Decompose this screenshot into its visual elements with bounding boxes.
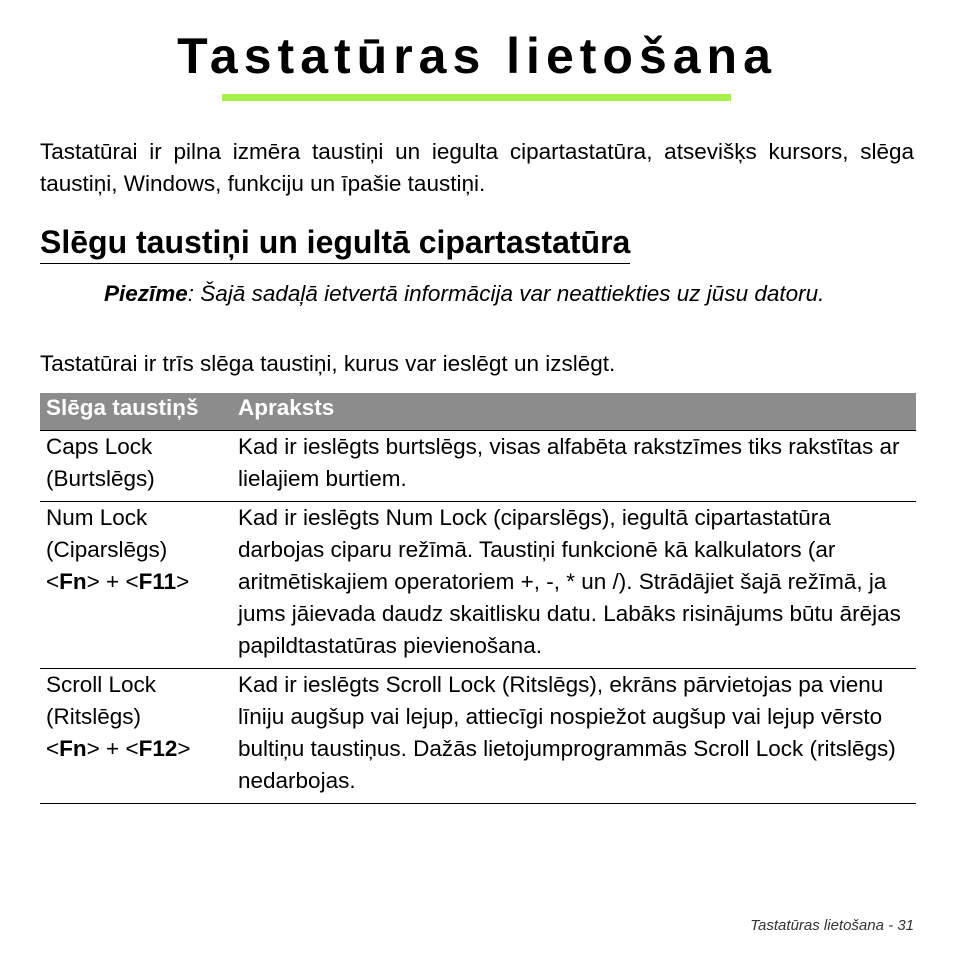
- key-combo: <Fn> + <F11>: [46, 569, 190, 594]
- key-name: Caps Lock: [46, 434, 153, 459]
- key-combo: <Fn> + <F12>: [46, 736, 191, 761]
- description-cell: Kad ir ieslēgts burtslēgs, visas alfabēta rakstzīmes tiks rakstītas ar lielajiem burtiem.: [232, 431, 916, 502]
- table-row: [40, 431, 916, 502]
- key-alias: (Ritslēgs): [46, 704, 142, 729]
- table-row: [40, 669, 916, 804]
- key-name: Num Lock: [46, 505, 148, 530]
- table-header-key: Slēga taustiņš: [40, 393, 232, 431]
- page-title: Tastatūras lietošana: [177, 28, 777, 84]
- intro-paragraph: Tastatūrai ir pilna izmēra taustiņi un iegulta cipartastatūra, atsevišķs kursors, slēga taustiņi, Windows, funkciju un īpašie taustiņi.: [40, 139, 914, 196]
- lead-paragraph: Tastatūrai ir trīs slēga taustiņi, kurus var ieslēgt un izslēgt.: [40, 351, 616, 376]
- table-header-row: [40, 393, 916, 431]
- key-alias: (Burtslēgs): [46, 466, 155, 491]
- key-cell: [40, 502, 232, 669]
- footer-separator: -: [883, 917, 898, 934]
- title-underline-bar: [222, 94, 731, 101]
- key-name: Scroll Lock: [46, 672, 157, 697]
- key-cell: [40, 669, 232, 804]
- key-f12: F12: [138, 736, 178, 761]
- key-fn: Fn: [59, 736, 87, 761]
- description-cell: Kad ir ieslēgts Num Lock (ciparslēgs), iegultā cipartastatūra darbojas ciparu režīmā. Taustiņi funkcionē kā kalkulators (ar aritmētiskajiem operatoriem +, -, * un /). Strādājiet šajā režīmā, ja jums jāievada daudz skaitlisku datu. Labāks risinājums būtu ārējas papildtastatūras pievienošana.: [232, 502, 916, 669]
- page-number: 31: [897, 917, 914, 934]
- note-label: Piezīme: [104, 281, 188, 306]
- key-plus: +: [99, 569, 126, 594]
- key-alias: (Ciparslēgs): [46, 537, 168, 562]
- footer-title: Tastatūras lietošana: [750, 917, 884, 934]
- table-header-description: Apraksts: [232, 393, 916, 431]
- lock-keys-table: [40, 393, 916, 804]
- key-f11: F11: [138, 569, 177, 594]
- note-paragraph: [104, 278, 914, 310]
- note-text: : Šajā sadaļā ietvertā informācija var neattiekties uz jūsu datoru.: [187, 281, 825, 306]
- description-cell: Kad ir ieslēgts Scroll Lock (Ritslēgs), ekrāns pārvietojas pa vienu līniju augšup vai lejup, attiecīgi nospiežot augšup vai lejup vērsto bultiņu taustiņus. Dažās lietojumprogrammās Scroll Lock (ritslēgs) nedarbojas.: [232, 669, 916, 804]
- key-fn: Fn: [59, 569, 87, 594]
- table-row: [40, 502, 916, 669]
- section-heading: Slēgu taustiņi un iegultā cipartastatūra: [40, 221, 630, 264]
- key-plus: +: [99, 736, 126, 761]
- key-cell: [40, 431, 232, 502]
- page-footer: [750, 917, 914, 934]
